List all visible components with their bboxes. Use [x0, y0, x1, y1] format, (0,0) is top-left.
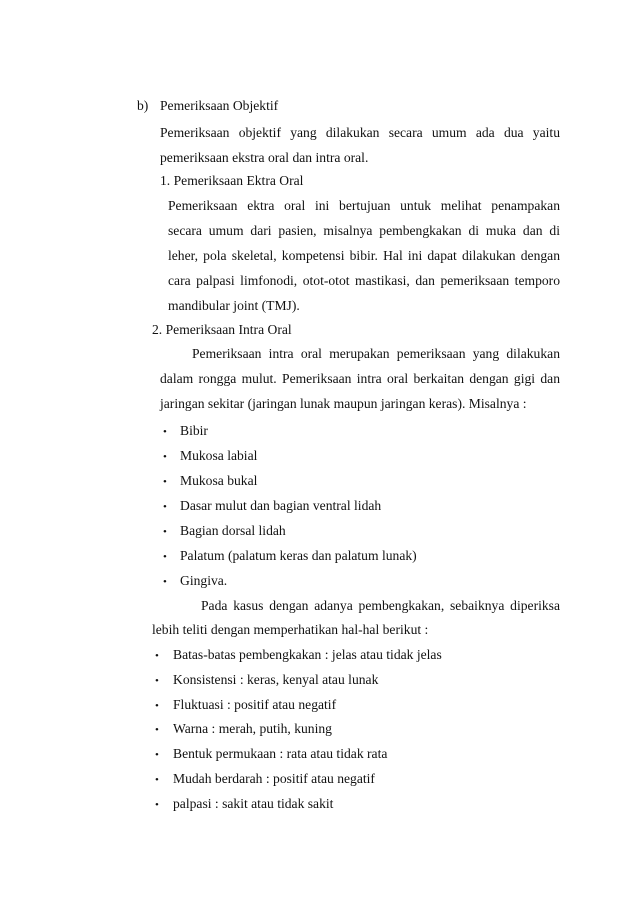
intro-line: Pemeriksaan objektif yang dilakukan secara umum ada dua yaitu: [160, 125, 560, 140]
extra-oral-line: mandibular joint (TMJ).: [168, 298, 300, 313]
list-item: Mukosa bukal: [180, 473, 258, 488]
bullet-icon: •: [155, 675, 159, 687]
section-marker: b): [137, 98, 149, 113]
extra-oral-line: secara umum dari pasien, misalnya pembengkakan di muka dan di: [168, 223, 560, 238]
list-item: Mukosa labial: [180, 448, 258, 463]
bullet-icon: •: [163, 426, 167, 438]
list-item: Batas-batas pembengkakan : jelas atau tidak jelas: [173, 647, 442, 662]
bullet-icon: •: [155, 774, 159, 786]
bullet-icon: •: [163, 501, 167, 513]
list-item: Mudah berdarah : positif atau negatif: [173, 771, 375, 786]
list-item: Palatum (palatum keras dan palatum lunak): [180, 548, 417, 563]
bullet-icon: •: [155, 724, 159, 736]
list-item: Bibir: [180, 423, 208, 438]
list-item: Gingiva.: [180, 573, 228, 588]
swelling-line: lebih teliti dengan memperhatikan hal-hal berikut :: [152, 622, 429, 637]
extra-oral-line: cara palpasi limfonodi, otot-otot mastikasi, dan pemeriksaan temporo: [168, 273, 560, 288]
bullet-icon: •: [155, 799, 159, 811]
list-item: Warna : merah, putih, kuning: [173, 721, 332, 736]
list-item: Konsistensi : keras, kenyal atau lunak: [173, 672, 379, 687]
list-item: palpasi : sakit atau tidak sakit: [173, 796, 334, 811]
intro-line: pemeriksaan ekstra oral dan intra oral.: [160, 150, 369, 165]
intra-oral-line: jaringan sekitar (jaringan lunak maupun jaringan keras). Misalnya :: [160, 396, 527, 411]
intra-oral-line: dalam rongga mulut. Pemeriksaan intra oral berkaitan dengan gigi dan: [160, 371, 560, 386]
intra-oral-line: Pemeriksaan intra oral merupakan pemeriksaan yang dilakukan: [192, 346, 560, 361]
list-item: Bagian dorsal lidah: [180, 523, 286, 538]
list-item: Dasar mulut dan bagian ventral lidah: [180, 498, 382, 513]
intra-oral-heading: 2. Pemeriksaan Intra Oral: [152, 322, 292, 337]
extra-oral-line: leher, pola skeletal, kompetensi bibir. Hal ini dapat dilakukan dengan: [168, 248, 560, 263]
list-item: Bentuk permukaan : rata atau tidak rata: [173, 746, 388, 761]
bullet-icon: •: [155, 700, 159, 712]
bullet-icon: •: [163, 526, 167, 538]
bullet-icon: •: [163, 551, 167, 563]
list-item: Fluktuasi : positif atau negatif: [173, 697, 337, 712]
bullet-icon: •: [163, 576, 167, 588]
bullet-icon: •: [155, 749, 159, 761]
extra-oral-heading: 1. Pemeriksaan Ektra Oral: [160, 173, 304, 188]
section-title: Pemeriksaan Objektif: [160, 98, 279, 113]
bullet-icon: •: [163, 451, 167, 463]
bullet-icon: •: [163, 476, 167, 488]
swelling-line: Pada kasus dengan adanya pembengkakan, sebaiknya diperiksa: [201, 598, 560, 613]
extra-oral-line: Pemeriksaan ektra oral ini bertujuan untuk melihat penampakan: [168, 198, 560, 213]
bullet-icon: •: [155, 650, 159, 662]
